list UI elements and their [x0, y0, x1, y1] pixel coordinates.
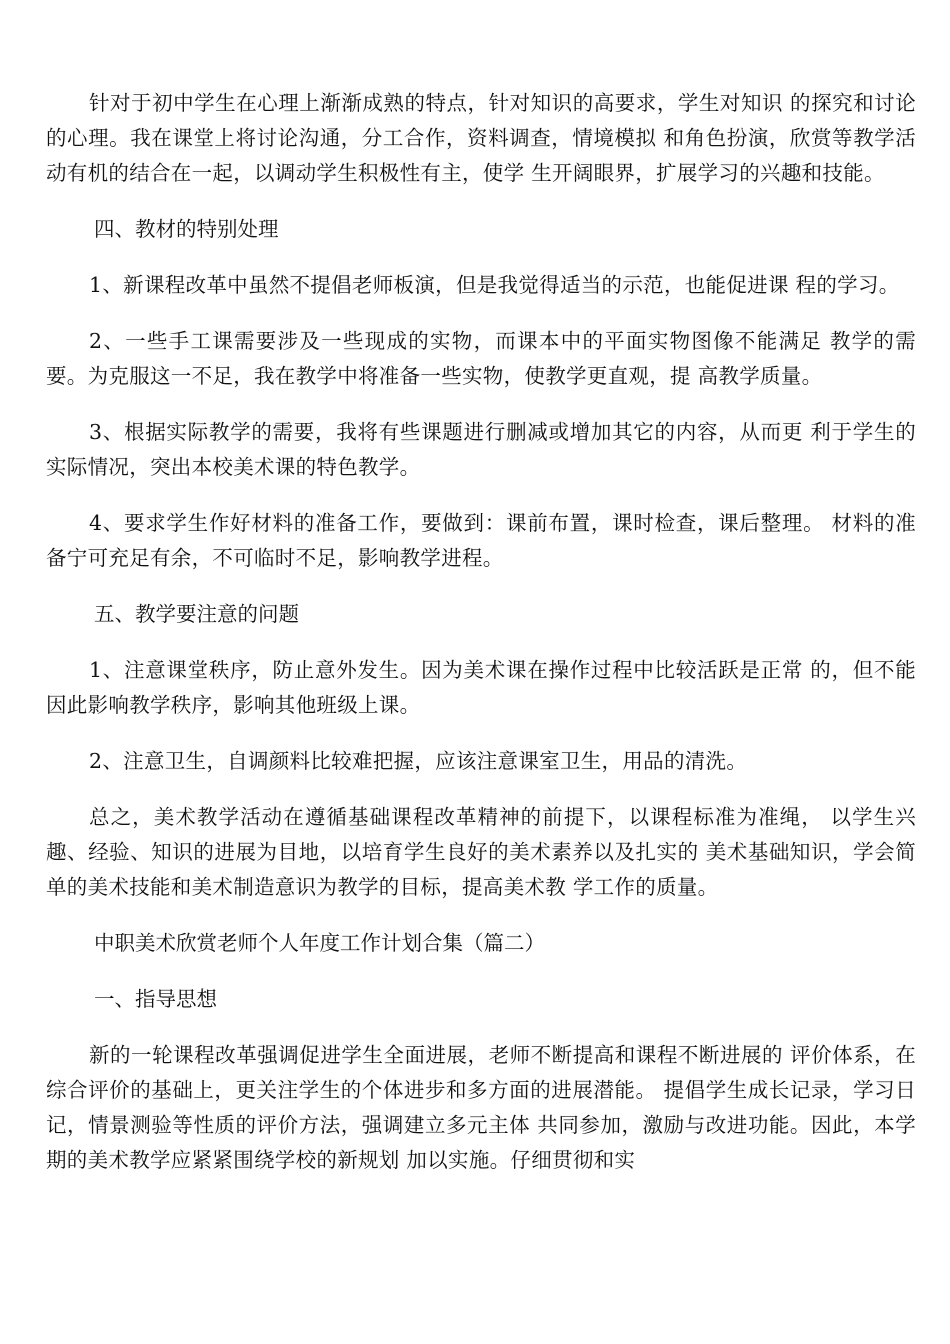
heading-teaching-issues: 五、教学要注意的问题	[94, 602, 299, 626]
paragraph-demonstration: 1、新课程改革中虽然不提倡老师板演，但是我觉得适当的示范，也能促进课 程的学习。	[89, 273, 900, 297]
heading-textbook-handling: 四、教材的特别处理	[94, 217, 279, 241]
heading-guiding-ideology: 一、指导思想	[94, 987, 217, 1011]
paragraph-topic-adjustment: 3、根据实际教学的需要，我将有些课题进行删减或增加其它的内容，从而更 利于学生的实际情况，突出本校美术课的特色教学。	[46, 420, 916, 479]
paragraph-student-psychology: 针对于初中学生在心理上渐渐成熟的特点，针对知识的高要求，学生对知识 的探究和讨论的心理。我在课堂上将讨论沟通，分工合作，资料调查，情境模拟 和角色扮演，欣赏等教学活动有机的结合在一起，以调动学生积极性有主，使学 生开阔眼界，扩展学习的兴趣和技能。	[46, 91, 916, 185]
paragraph-material-preparation: 4、要求学生作好材料的准备工作，要做到：课前布置，课时检查，课后整理。 材料的准备宁可充足有余，不可临时不足，影响教学进程。	[46, 511, 916, 570]
paragraph-real-objects: 2、一些手工课需要涉及一些现成的实物，而课本中的平面实物图像不能满足 教学的需要。为克服这一不足，我在教学中将准备一些实物，使教学更直观，提 高教学质量。	[46, 329, 916, 388]
paragraph-hygiene: 2、注意卫生，自调颜料比较难把握，应该注意课室卫生，用品的清洗。	[89, 749, 748, 773]
paragraph-evaluation-reform: 新的一轮课程改革强调促进学生全面进展，老师不断提高和课程不断进展的 评价体系，在综合评价的基础上，更关注学生的个体进步和多方面的进展潜能。 提倡学生成长记录，学习日记，情景测验等性质的评价方法，强调建立多元主体 共同参加，激励与改进功能。因此，本学期的美术教学应紧紧围绕学校的新规划 加以实施。仔细贯彻和实	[46, 1043, 916, 1172]
paragraph-classroom-order: 1、注意课堂秩序，防止意外发生。因为美术课在操作过程中比较活跃是正常 的，但不能因此影响教学秩序，影响其他班级上课。	[46, 658, 916, 717]
heading-part-two-title: 中职美术欣赏老师个人年度工作计划合集（篇二）	[94, 931, 545, 955]
paragraph-summary: 总之，美术教学活动在遵循基础课程改革精神的前提下，以课程标准为准绳， 以学生兴趣、经验、知识的进展为目地，以培育学生良好的美术素养以及扎实的 美术基础知识，学会简单的美术技能和美术制造意识为教学的目标，提高美术教 学工作的质量。	[46, 805, 916, 899]
